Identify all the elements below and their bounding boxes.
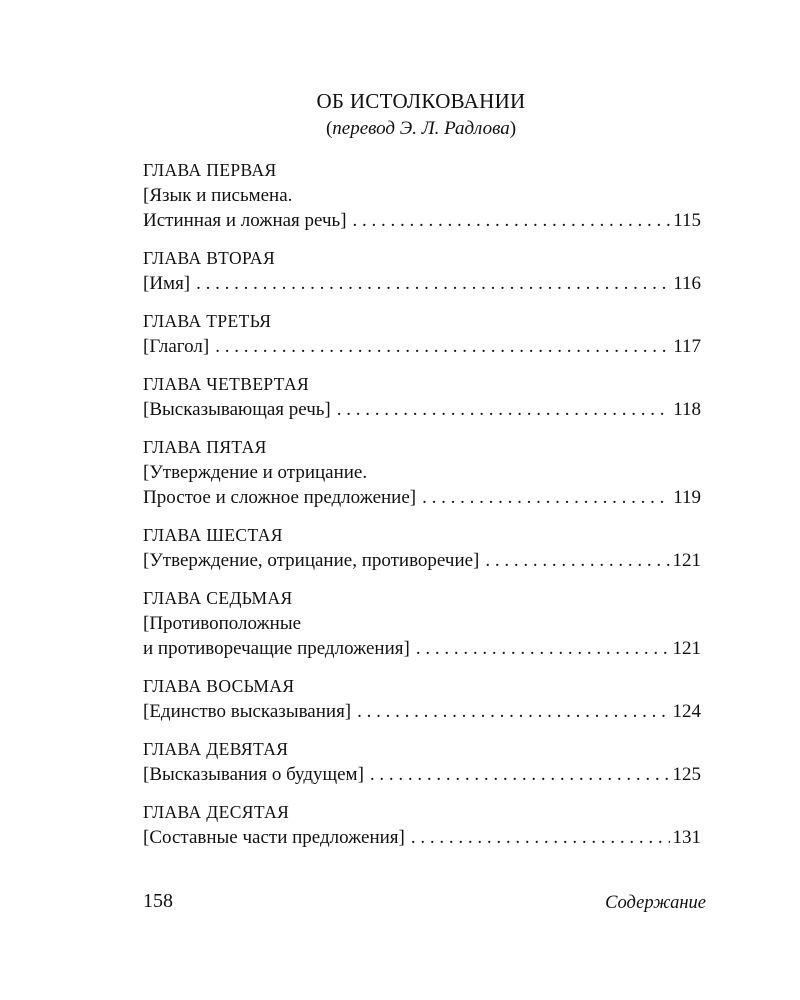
dot-leader: [485, 548, 669, 573]
toc-chapter: [143, 737, 701, 787]
chapter-subject-line: [Противоположные: [143, 613, 302, 634]
section-title: ОБ ИСТОЛКОВАНИИ: [316, 89, 526, 113]
chapter-page-number: 116: [673, 273, 701, 294]
page-number: 158: [143, 890, 173, 912]
chapter-page-number: 118: [673, 399, 701, 420]
dot-leader: [196, 271, 670, 296]
dot-leader: [353, 208, 671, 233]
chapter-title: ГЛАВА ВОСЬМАЯ: [143, 676, 295, 696]
chapter-title: ГЛАВА ПЕРВАЯ: [143, 160, 277, 180]
chapter-page-number: 124: [672, 701, 701, 722]
chapter-subject: [Высказывающая речь]: [143, 399, 331, 420]
toc-chapter: [143, 372, 701, 422]
chapter-subject: [Высказывания о будущем]: [143, 764, 364, 785]
dot-leader: [357, 699, 669, 724]
dot-leader: [422, 485, 670, 510]
section-subtitle: [0, 116, 800, 142]
chapter-subject: [Имя]: [143, 273, 191, 294]
running-title: Содержание: [605, 893, 706, 913]
chapter-subject-line: [Утверждение и отрицание.: [143, 462, 368, 483]
chapter-title: ГЛАВА ПЯТАЯ: [143, 437, 267, 457]
chapter-page-number: 131: [672, 827, 701, 848]
section-header: [0, 88, 800, 142]
table-of-contents: [143, 158, 701, 863]
chapter-page-number: 119: [673, 487, 701, 508]
toc-chapter: [143, 800, 701, 850]
toc-entry: [143, 825, 701, 850]
toc-entry: [143, 762, 701, 787]
chapter-title: ГЛАВА ВТОРАЯ: [143, 248, 276, 268]
chapter-subject: [Утверждение, отрицание, противоречие]: [143, 550, 480, 571]
chapter-subject-line: [Язык и письмена.: [143, 185, 293, 206]
dot-leader: [416, 636, 670, 661]
chapter-page-number: 121: [672, 550, 701, 571]
toc-entry: [143, 397, 701, 422]
chapter-page-number: 115: [673, 210, 701, 231]
dot-leader: [215, 334, 670, 359]
subtitle-open-paren: (: [325, 118, 333, 139]
chapter-subject: [Единство высказывания]: [143, 701, 352, 722]
toc-chapter: [143, 523, 701, 573]
toc-entry: [143, 485, 701, 510]
chapter-title: ГЛАВА ТРЕТЬЯ: [143, 311, 272, 331]
dot-leader: [411, 825, 670, 850]
chapter-title: ГЛАВА ЧЕТВЕРТАЯ: [143, 374, 310, 394]
chapter-title: ГЛАВА ДЕСЯТАЯ: [143, 802, 290, 822]
toc-entry: [143, 208, 701, 233]
chapter-subject: Истинная и ложная речь]: [143, 210, 347, 231]
toc-chapter: [143, 309, 701, 359]
toc-entry: [143, 271, 701, 296]
chapter-subject: [Составные части предложения]: [143, 827, 405, 848]
chapter-page-number: 117: [673, 336, 701, 357]
subtitle-close-paren: ): [509, 118, 517, 139]
chapter-title: ГЛАВА ДЕВЯТАЯ: [143, 739, 289, 759]
toc-chapter: [143, 246, 701, 296]
toc-entry: [143, 699, 701, 724]
chapter-title: ГЛАВА ШЕСТАЯ: [143, 525, 283, 545]
toc-entry: [143, 334, 701, 359]
chapter-subject: и противоречащие предложения]: [143, 638, 410, 659]
toc-entry: [143, 548, 701, 573]
toc-chapter: [143, 435, 701, 510]
chapter-subject: Простое и сложное предложение]: [143, 487, 417, 508]
dot-leader: [370, 762, 670, 787]
chapter-title: ГЛАВА СЕДЬМАЯ: [143, 588, 293, 608]
chapter-subject: [Глагол]: [143, 336, 210, 357]
toc-chapter: [143, 158, 701, 233]
dot-leader: [337, 397, 670, 422]
toc-entry: [143, 636, 701, 661]
chapter-page-number: 125: [672, 764, 701, 785]
toc-chapter: [143, 586, 701, 661]
toc-chapter: [143, 674, 701, 724]
translator-note: перевод Э. Л. Радлова: [332, 118, 510, 139]
chapter-page-number: 121: [672, 638, 701, 659]
